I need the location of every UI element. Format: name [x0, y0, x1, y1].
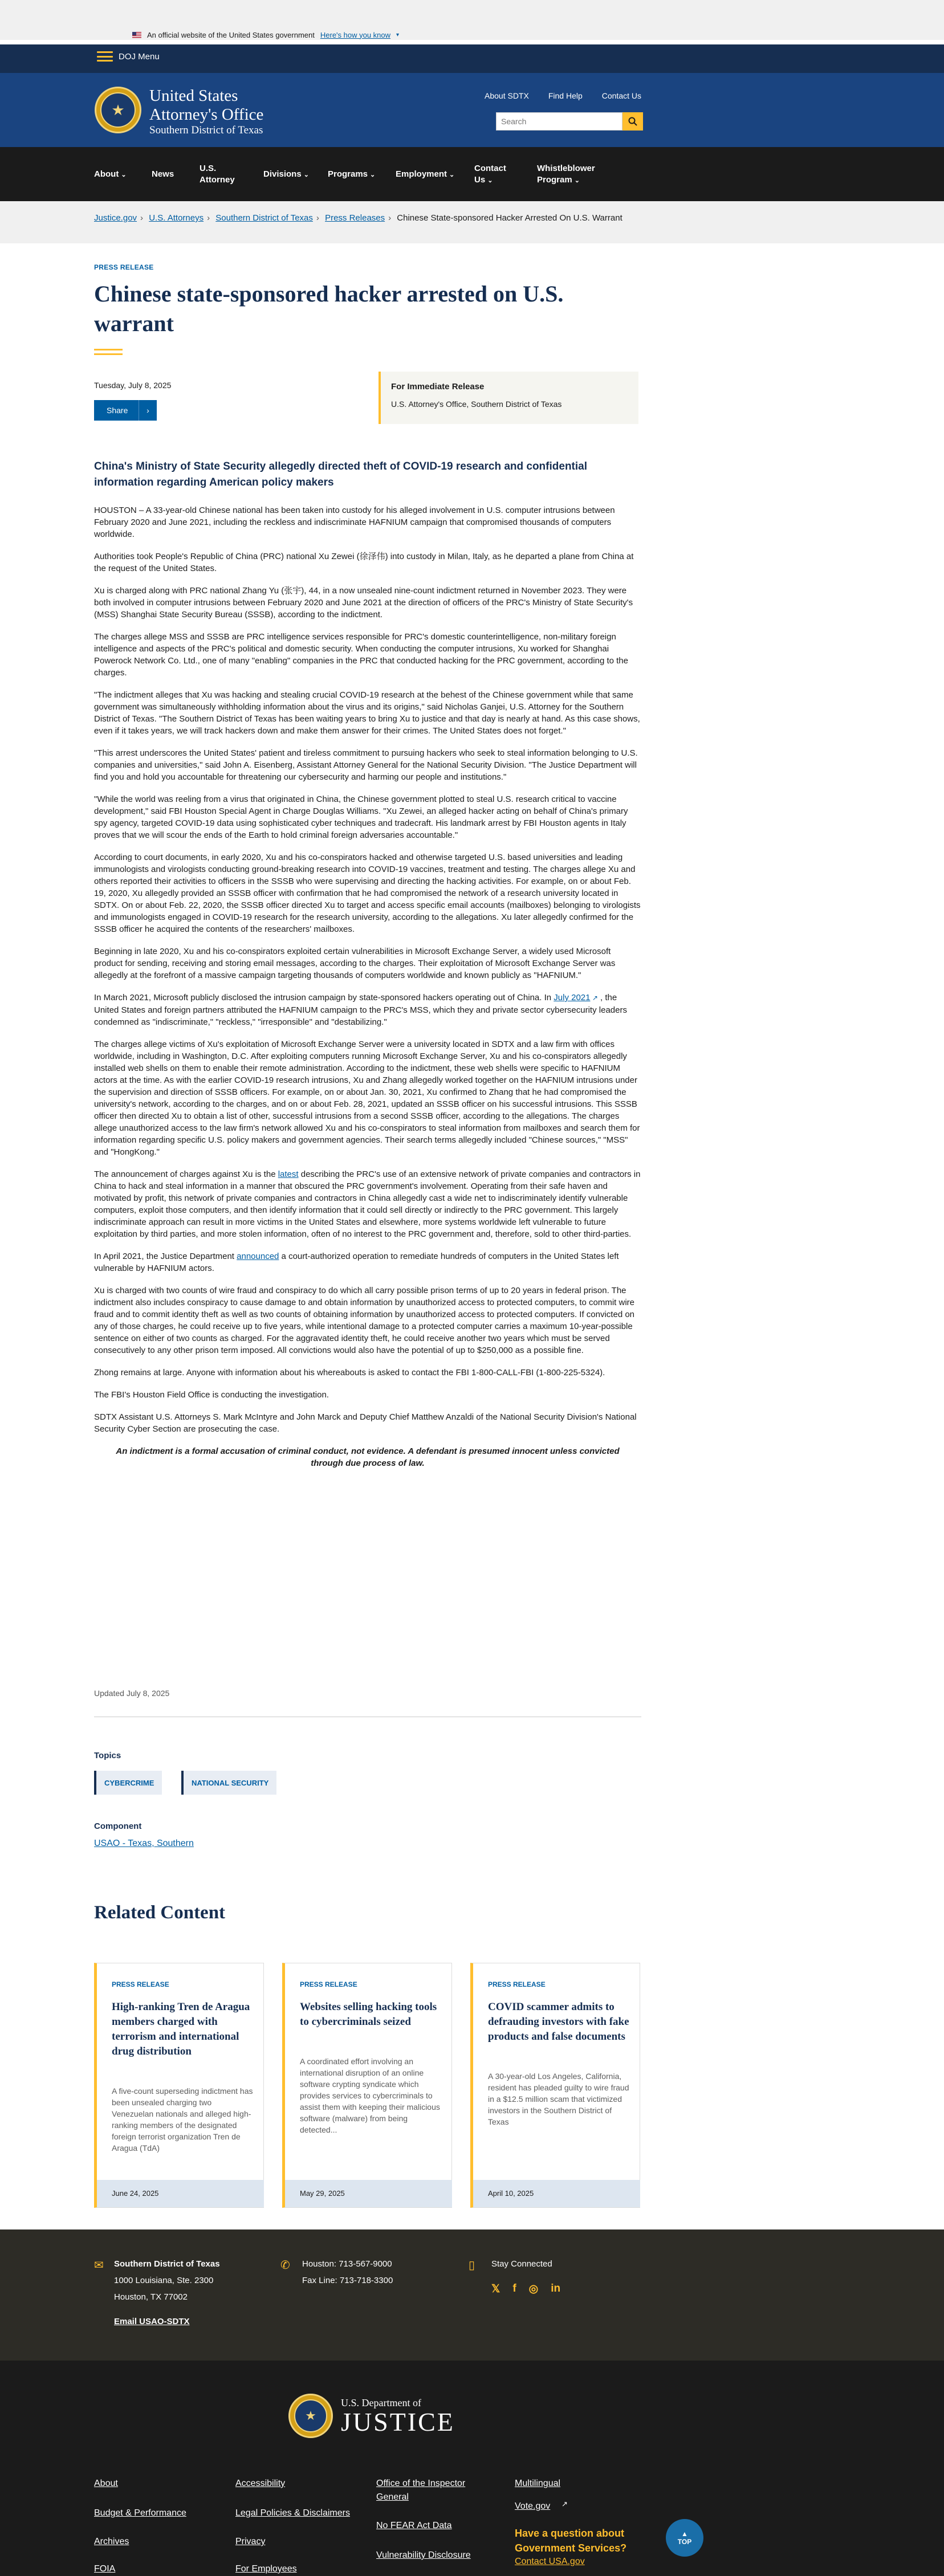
breadcrumb-us-attorneys[interactable]: U.S. Attorneys [149, 213, 204, 223]
paragraph: "This arrest underscores the United States' patient and tireless commitment to pursuing hackers who seek to steal information belonging to U.S. companies and universities," said John A. Eisenberg, Assistant Attorney General for the National Security Division. "The Justice Department will find you and hold you accountable for threatening our cybersecurity and harming our people and institutions." [94, 748, 638, 782]
contact-usagov-link[interactable]: Contact USA.gov [515, 2557, 585, 2566]
release-box [379, 372, 638, 424]
utility-links [399, 91, 641, 100]
latest-link[interactable]: latest [278, 1169, 299, 1179]
chevron-right-icon: › [140, 213, 144, 223]
card-eyebrow: PRESS RELEASE [300, 1980, 357, 1988]
card-body: A 30-year-old Los Angeles, California, resident has pleaded guilty to wire fraud in a $12.5 million scam that victimized investors in the Southern District of Texas [488, 2072, 629, 2126]
instagram-icon[interactable]: ◎ [528, 2283, 539, 2295]
paragraph: In March 2021, Microsoft publicly disclosed the intrusion campaign by state-sponsored hackers operating out of China. In July 2021 ↗ , the United States and foreign partners attributed the HAFNIUM campaign to the PRC's MSS, which they and private sector cybersecurity leaders condemned as "indiscriminate," "reckless," "irresponsible" and "destabilizing." [94, 993, 627, 1027]
related-card[interactable] [282, 1963, 452, 2208]
mail-icon: ✉ [94, 2259, 104, 2272]
paragraph: Zhong remains at large. Anyone with information about his whereabouts is asked to contact the FBI 1-800-CALL-FBI (1-800-225-5324). [94, 1368, 605, 1377]
arrow-up-icon: ▲ [681, 2530, 688, 2538]
breadcrumb-sdtx[interactable]: Southern District of Texas [215, 213, 313, 223]
doj-menu-button[interactable] [97, 51, 160, 62]
linkedin-icon[interactable]: in [551, 2282, 561, 2294]
back-to-top-label: TOP [677, 2538, 692, 2546]
footer-address-line2: Houston, TX 77002 [114, 2292, 188, 2302]
topic-tag-national-security[interactable]: NATIONAL SECURITY [181, 1771, 276, 1795]
util-link-find-help[interactable]: Find Help [548, 91, 583, 100]
social-links [491, 2282, 560, 2296]
doj-link-multilingual[interactable]: Multilingual [515, 2479, 561, 2488]
footer-fax: Fax Line: 713-718-3300 [302, 2276, 393, 2285]
card-body: A coordinated effort involving an international disruption of an online software crypting syndicate which provides services to cybercriminals to assist them with keeping their malicious software (malware) from being detected... [300, 2057, 440, 2134]
breadcrumb-current: Chinese State-sponsored Hacker Arrested On U.S. Warrant [397, 213, 622, 223]
footer-phone-number[interactable]: Houston: 713-567-9000 [302, 2259, 392, 2269]
paragraph: The charges allege MSS and SSSB are PRC intelligence services responsible for PRC's domestic counterintelligence, non-military foreign intelligence and aspects of the PRC's political and domestic security. When conducting the computer intrusions, Xu worked for Shanghai Powerock Network Co. Ltd., one of many "enabling" companies in the PRC that conducted hacking for the PRC government, according to the charges. [94, 632, 628, 678]
footer-email-link[interactable]: Email USAO-SDTX [114, 2317, 190, 2326]
doj-link-employees[interactable]: For Employees [235, 2564, 297, 2574]
chevron-right-icon: › [139, 400, 157, 421]
card-title[interactable]: Websites selling hacking tools to cybercriminals seized [300, 2001, 437, 2028]
search-button[interactable] [622, 112, 643, 131]
hamburger-icon [97, 51, 113, 62]
component-label: Component [94, 1821, 142, 1831]
card-title[interactable]: COVID scammer admits to defrauding investors with fake products and false documents [488, 2001, 629, 2043]
nav-employment[interactable]: Employment ⌄ [396, 169, 455, 179]
external-link-icon: ↗ [561, 2500, 568, 2508]
paragraph: "The indictment alleges that Xu was hacking and stealing crucial COVID-19 research at the behest of the Chinese government while that same government was simultaneously withholding information about the virus and its origins," said Nicholas Ganjei, U.S. Attorney for the Southern District of Texas. "The Southern District of Texas has been waiting years to bring Xu to justice and that day is nearly at hand. As this case shows, even if it takes years, we will track hackers down and make them answer for their crimes. The United States does not forget." [94, 690, 640, 736]
card-eyebrow: PRESS RELEASE [112, 1980, 169, 1988]
updated-date: Updated July 8, 2025 [94, 1689, 170, 1698]
nav-programs[interactable]: Programs ⌄ [328, 169, 376, 179]
us-flag-icon [132, 32, 141, 38]
card-body: A five-count superseding indictment has been unsealed charging two Venezuelan nationals and alleged high-ranking members of the designated foreign terrorist organization Tren de Aragua (TdA) [112, 2086, 253, 2153]
release-office: U.S. Attorney's Office, Southern District of Texas [391, 400, 562, 409]
doj-question: Have a question about Government Services? [515, 2528, 627, 2554]
chevron-right-icon: › [388, 213, 392, 223]
main-nav [0, 147, 944, 201]
nav-contact-us[interactable]: Contact Us ⌄ [474, 164, 506, 185]
doj-footer [0, 2361, 944, 2576]
article-eyebrow: PRESS RELEASE [94, 263, 154, 271]
july-2021-link[interactable]: July 2021 [554, 993, 591, 1002]
site-title-line1: United States [149, 87, 238, 105]
topics-label: Topics [94, 1751, 121, 1760]
chevron-right-icon: › [207, 213, 210, 223]
chevron-down-icon: ⌄ [574, 177, 580, 184]
external-link-icon: ↗ [590, 994, 598, 1002]
paragraph: The FBI's Houston Field Office is conducting the investigation. [94, 1390, 329, 1400]
card-date: April 10, 2025 [473, 2180, 640, 2207]
nav-news[interactable]: News [152, 169, 174, 179]
announced-link[interactable]: announced [237, 1252, 279, 1261]
chevron-down-icon: ⌄ [370, 172, 376, 178]
doj-link-archives[interactable]: Archives [94, 2537, 129, 2546]
related-card[interactable] [470, 1963, 640, 2208]
release-title: For Immediate Release [391, 382, 485, 392]
gov-banner-text: An official website of the United States government [147, 30, 315, 39]
doj-seal-logo[interactable]: ★ [95, 87, 141, 133]
footer-phone [302, 2256, 393, 2289]
paragraph: According to court documents, in early 2020, Xu and his co-conspirators hacked and otherwise targeted U.S. based universities and leading immunologists and virologists conducting ground-breaking research into COVID-19 vaccines, treatment and testing. The charges allege Xu and others reported their activities to officers in the SSSB who were supervising and directing the hacking activities. For example, on or about Feb. 19, 2020, Xu allegedly provided an SSSB officer with confirmation that he had compromised the network of a research university located in SDTX. On or about Feb. 22, 2020, the SSSB officer directed Xu to target and access specific email accounts (mailboxes) belonging to virologists and immunologists engaged in COVID-19 research for the research university, according to the allegations. Xu later allegedly confirmed for the SSSB officer he acquired the contents of the researchers' mailboxes. [94, 853, 641, 934]
card-title[interactable]: High-ranking Tren de Aragua members charged with terrorism and international drug distribution [112, 2001, 250, 2057]
heres-how-you-know-link[interactable]: Here's how you know [320, 30, 391, 39]
chevron-down-icon: ⌄ [303, 172, 309, 178]
doj-line2: JUSTICE [341, 2407, 455, 2436]
doj-logo[interactable] [288, 2394, 455, 2438]
paragraph: The charges allege victims of Xu's exploitation of Microsoft Exchange Server were a university located in SDTX and a law firm with offices worldwide, including in Washington, D.C. After exploiting computers running Microsoft Exchange Server, Xu and his co-conspirators allegedly installed web shells on them to enable their remote administration. According to the indictment, these web shells were specific to HAFNIUM actors at the time. As with the earlier COVID-19 research intrusions, Xu and Zhang allegedly worked together on the HAFNIUM intrusions under the supervision and direction of SSSB officers. For example, on or about Jan. 30, 2021, Xu confirmed to Zhang that he had compromised the university's network, according to the charges, and on or about Feb. 28, 2021, updated an SSSB officer on his successful intrusions. This SSSB officer then directed Xu to obtain a list of other, successful intrusions from a second SSSB officer, according to the allegations. The charges allege unauthorized access to the law firm's network allowed Xu and his co-conspirators to steal information from mailboxes and search them for information regarding specific U.S. policy makers and government agencies. Their search terms allegedly included "Chinese sources," "MSS" and "HongKong." [94, 1040, 640, 1157]
footer-address-line1: 1000 Louisiana, Ste. 2300 [114, 2276, 214, 2285]
doj-seal-icon: ★ [288, 2394, 333, 2438]
doj-link-privacy[interactable]: Privacy [235, 2537, 266, 2546]
util-link-contact[interactable]: Contact Us [601, 91, 641, 100]
doj-link-no-fear[interactable]: No FEAR Act Data [376, 2521, 452, 2530]
mobile-icon: ▯ [469, 2259, 475, 2272]
paragraph: Beginning in late 2020, Xu and his co-conspirators exploited certain vulnerabilities in Microsoft Exchange Server, a widely used Microsoft product for sending, receiving and storing email messages, according to the charges. Their exploitation of Microsoft Exchange Server was allegedly at the forefront of a massive campaign targeting thousands of computers worldwide and known publicly as "HAFNIUM." [94, 947, 616, 980]
chevron-right-icon: › [316, 213, 319, 223]
facebook-icon[interactable]: f [512, 2282, 516, 2294]
nav-whistleblower[interactable]: Whistleblower Program ⌄ [537, 164, 595, 185]
breadcrumb-justice[interactable]: Justice.gov [94, 213, 137, 223]
site-title-line2: Attorney's Office [149, 105, 264, 124]
doj-link-vulnerability[interactable]: Vulnerability Disclosure [376, 2550, 471, 2560]
related-content-heading: Related Content [94, 1902, 226, 1923]
related-card[interactable] [94, 1963, 264, 2208]
doj-line1: U.S. Department of [341, 2396, 421, 2408]
doj-link-budget[interactable]: Budget & Performance [94, 2508, 186, 2518]
phone-icon: ✆ [280, 2259, 290, 2272]
search-input[interactable]: Search [496, 112, 622, 131]
chevron-down-icon: ▾ [396, 31, 400, 38]
site-header [0, 73, 944, 147]
chevron-down-icon: ⌄ [487, 177, 493, 184]
component-link[interactable]: USAO - Texas, Southern [94, 1839, 194, 1848]
chevron-down-icon: ⌄ [121, 172, 127, 178]
article-body [94, 504, 641, 1479]
back-to-top-button[interactable] [666, 2519, 703, 2557]
gov-banner [0, 0, 944, 40]
indictment-disclaimer: An indictment is a formal accusation of criminal conduct, not evidence. A defendant is presumed innocent unless convicted through due process of law. [116, 1446, 620, 1468]
card-eyebrow: PRESS RELEASE [488, 1980, 546, 1988]
page-title: Chinese state-sponsored hacker arrested on U.S. warrant [94, 281, 564, 336]
card-date: May 29, 2025 [285, 2180, 452, 2207]
paragraph: HOUSTON – A 33-year-old Chinese national has been taken into custody for his alleged involvement in U.S. computer intrusions between February 2020 and June 2021, including the reckless and indiscriminate HAFNIUM campaign that compromised thousands of computers worldwide. [94, 506, 615, 539]
nav-divisions[interactable]: Divisions ⌄ [263, 169, 309, 179]
x-twitter-icon[interactable]: 𝕏 [491, 2283, 501, 2295]
paragraph: In April 2021, the Justice Department announced a court-authorized operation to remediate hundreds of computers in the United States left vulnerable by HAFNIUM actors. [94, 1252, 619, 1273]
doj-link-foia[interactable]: FOIA [94, 2564, 116, 2574]
site-title[interactable] [149, 87, 263, 137]
article-date: Tuesday, July 8, 2025 [94, 381, 172, 390]
doj-link-vote[interactable]: Vote.gov [515, 2501, 551, 2511]
chevron-down-icon: ⌄ [449, 172, 455, 178]
footer-stay-connected: Stay Connected [491, 2259, 552, 2269]
share-button[interactable] [94, 400, 157, 421]
doj-menu-label: DOJ Menu [119, 51, 160, 62]
paragraph: The announcement of charges against Xu is the latest describing the PRC's use of an extensive network of private companies and contractors in China to hack and steal information in a manner that obscured the PRC government's involvement. Operating from their safe haven and motivated by profit, this network of private companies and contractors in China allegedly cast a wide net to indiscriminately identify vulnerable computers, exploit those computers, and then identify information that it could sell directly or indirectly to the PRC government. This largely indiscriminate approach can result in more victims in the United States and elsewhere, more systems worldwide left vulnerable to future exploitation by third parties, and more stolen information, often of no interest to the PRC government and, therefore, sold to other third-parties. [94, 1169, 641, 1239]
footer-office-name: Southern District of Texas [114, 2259, 220, 2269]
footer-address [114, 2256, 220, 2330]
doj-link-legal[interactable]: Legal Policies & Disclaimers [235, 2508, 350, 2518]
share-label: Share [107, 406, 128, 415]
paragraph: Xu is charged with two counts of wire fraud and conspiracy to do which all carry possible prison terms of up to 20 years in federal prison. The indictment also includes conspiracy to cause damage to and obtain information by unauthorized access to protected computers, to commit wire fraud and to commit identity theft as well as two counts of obtaining information by unauthorized access to protected computers. If convicted on any of those charges, he could receive up to five years, while intentional damage to a protected computer carries a maximum 10-year-possible sentence on either of two counts as charged. For the aggravated identity theft, he could receive another two years which must be served consecutively to any other prison term imposed. All convictions would also have the potential of up to $250,000 as a possible fine. [94, 1286, 635, 1355]
search-icon [628, 117, 637, 126]
breadcrumb [94, 211, 636, 226]
doj-link-about[interactable]: About [94, 2479, 118, 2488]
article-subhead: China's Ministry of State Security allegedly directed theft of COVID-19 research and confidential information regarding American policy makers [94, 460, 588, 488]
paragraph: "While the world was reeling from a virus that originated in China, the Chinese government plotted to steal U.S. research critical to vaccine development," said FBI Houston Special Agent in Charge Douglas Williams. "Xu Zewei, an alleged hacker acting on behalf of China's primary spy agency, targeted COVID-19 data using sophisticated cyber techniques and tradecraft. His landmark arrest by FBI Houston agents in Italy proves that we will scour the ends of the Earth to hold criminal foreign adversaries accountable." [94, 794, 628, 840]
doj-link-accessibility[interactable]: Accessibility [235, 2479, 286, 2488]
title-accent-2 [94, 353, 123, 356]
topic-tag-cybercrime[interactable]: CYBERCRIME [94, 1771, 162, 1795]
site-subtitle: Southern District of Texas [149, 124, 263, 136]
paragraph: SDTX Assistant U.S. Attorneys S. Mark McIntyre and John Marck and Deputy Chief Matthew Anzaldi of the National Security Division's National Security Cyber Section are prosecuting the case. [94, 1412, 637, 1434]
util-link-about[interactable]: About SDTX [485, 91, 529, 100]
nav-about[interactable]: About ⌄ [94, 169, 127, 179]
title-accent [94, 349, 123, 351]
card-date: June 24, 2025 [97, 2180, 264, 2207]
breadcrumb-press-releases[interactable]: Press Releases [325, 213, 385, 223]
nav-us-attorney[interactable]: U.S. Attorney [200, 164, 235, 185]
doj-link-oig[interactable]: Office of the Inspector General [376, 2479, 466, 2502]
paragraph: Authorities took People's Republic of China (PRC) national Xu Zewei (徐泽伟) into custody in Milan, Italy, as he departed a plane from China at the request of the United States. [94, 552, 634, 573]
paragraph: Xu is charged along with PRC national Zhang Yu (张宇), 44, in a now unsealed nine-count indictment returned in November 2023. They were both involved in computer intrusions between February 2020 and June 2021 at the direction of officers of the PRC's Ministry of State Security's (MSS) Shanghai State Security Bureau (SSSB), according to the indictment. [94, 586, 633, 619]
